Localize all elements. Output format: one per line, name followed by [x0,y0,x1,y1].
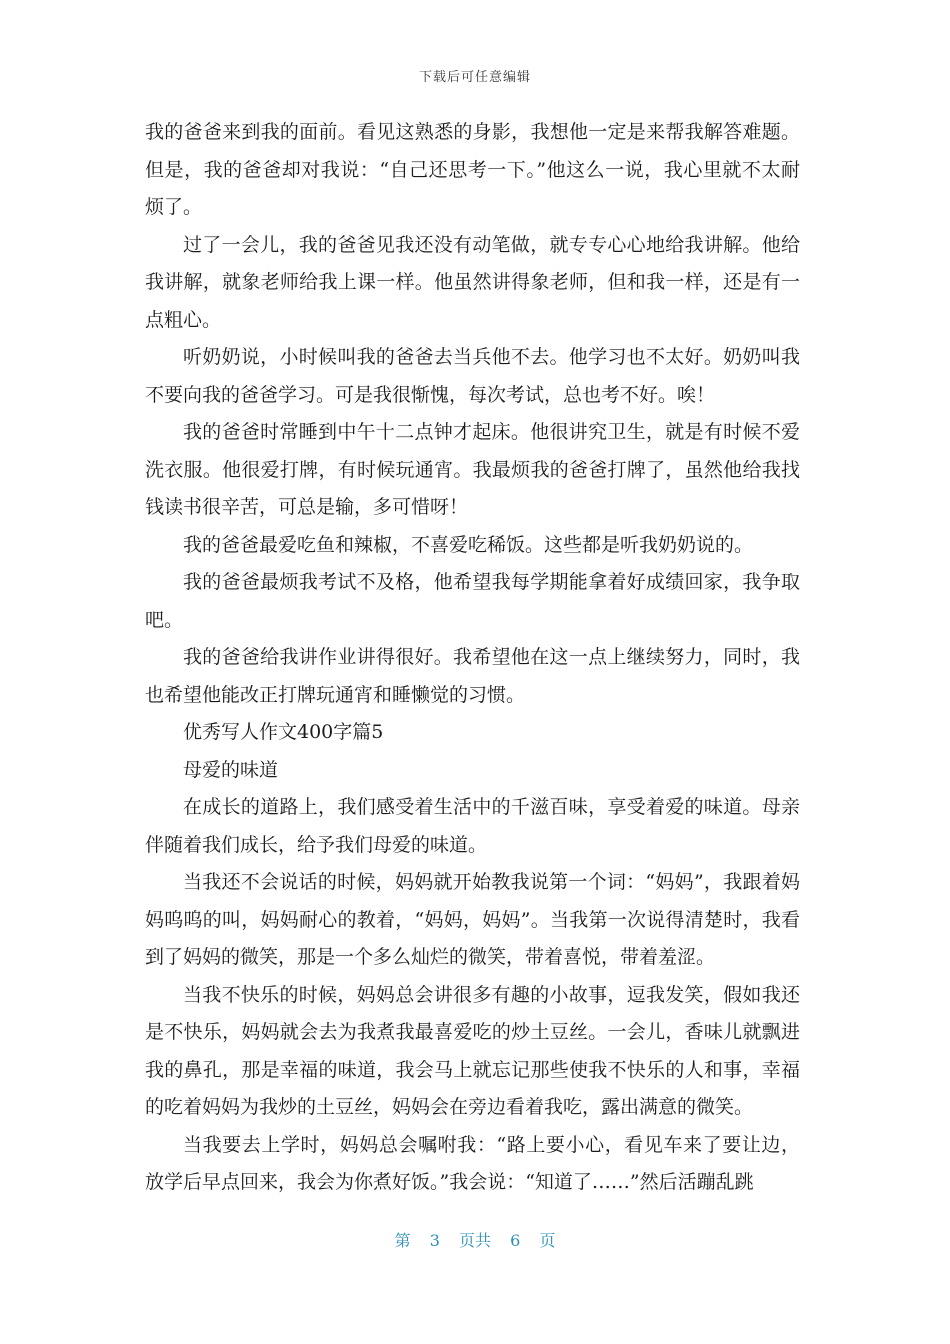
paragraph: 我的爸爸时常睡到中午十二点钟才起床。他很讲究卫生，就是有时候不爱洗衣服。他很爱打牌，有时候玩通宵。我最烦我的爸爸打牌了，虽然他给我找钱读书很辛苦，可总是输，多可惜呀！ [145,421,800,518]
paragraph: 当我不快乐的时候，妈妈总会讲很多有趣的小故事，逗我发笑，假如我还是不快乐，妈妈就会去为我煮我最喜爱吃的炒土豆丝。一会儿，香味儿就飘进我的鼻孔，那是幸福的味道，我会马上就忘记那些使我不快乐的人和事，幸福的吃着妈妈为我炒的土豆丝，妈妈会在旁边看着我吃，露出满意的微笑。 [145,983,800,1118]
paragraph: 我的爸爸给我讲作业讲得很好。我希望他在这一点上继续努力，同时，我也希望他能改正打牌玩通宵和睡懒觉的习惯。 [145,646,800,706]
essay-title: 母爱的味道 [183,758,279,781]
paragraph: 听奶奶说，小时候叫我的爸爸去当兵他不去。他学习也不太好。奶奶叫我不要向我的爸爸学习。可是我很惭愧，每次考试，总也考不好。唉！ [145,346,800,406]
page-header: 下载后可任意编辑 [418,70,531,85]
paragraph: 我的爸爸最爱吃鱼和辣椒，不喜爱吃稀饭。这些都是听我奶奶说的。 [183,533,754,556]
paragraph: 当我还不会说话的时候，妈妈就开始教我说第一个词：“妈妈”，我跟着妈妈呜呜的叫，妈妈耐心的教着，“妈妈，妈妈”。当我第一次说得清楚时，我看到了妈妈的微笑，那是一个多么灿烂的微笑，带着喜悦，带着羞涩。 [145,871,800,968]
document-body [145,114,800,1202]
paragraph: 过了一会儿，我的爸爸见我还没有动笔做，就专专心心地给我讲解。他给我讲解，就象老师给我上课一样。他虽然讲得象老师，但和我一样，还是有一点粗心。 [145,233,800,331]
section-heading: 优秀写人作文400字篇5 [183,721,384,743]
paragraph: 我的爸爸最烦我考试不及格，他希望我每学期能拿着好成绩回家，我争取吧。 [145,571,800,631]
page-footer: 第 3 页共 6 页 [394,1231,556,1250]
paragraph: 当我要去上学时，妈妈总会嘱咐我：“路上要小心，看见车来了要让边，放学后早点回来，我会为你煮好饭。”我会说：“知道了……”然后活蹦乱跳 [145,1133,800,1193]
paragraph: 在成长的道路上，我们感受着生活中的千滋百味，享受着爱的味道。母亲伴随着我们成长，给予我们母爱的味道。 [145,796,800,856]
paragraph: 我的爸爸来到我的面前。看见这熟悉的身影，我想他一定是来帮我解答难题。但是，我的爸爸却对我说：“自己还思考一下。”他这么一说，我心里就不太耐烦了。 [145,121,800,218]
